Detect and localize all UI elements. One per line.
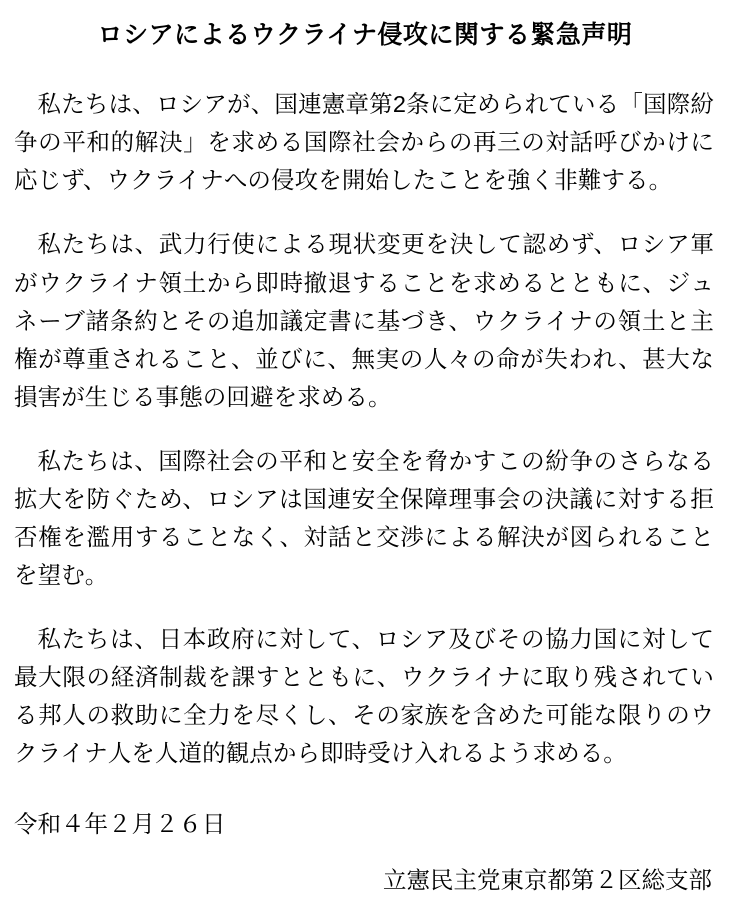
paragraph: 私たちは、ロシアが、国連憲章第2条に定められている「国際紛争の平和的解決」を求める国際社会からの再三の対話呼びかけに応じず、ウクライナへの侵攻を開始したことを強く非難する。 [14,91,714,194]
page-title: ロシアによるウクライナ侵攻に関する緊急声明 [97,21,633,49]
signature-line: 立憲民主党東京都第２区総支部 [383,866,712,893]
paragraph: 私たちは、国際社会の平和と安全を脅かすこの紛争のさらなる拡大を防ぐため、ロシアは国連安全保障理事会の決議に対する拒否権を濫用することなく、対話と交渉による解決が図られることを望む。 [14,447,714,588]
paragraph: 私たちは、日本政府に対して、ロシア及びその協力国に対して最大限の経済制裁を課すとともに、ウクライナに取り残されている邦人の救助に全力を尽くし、その家族を含めた可能な限りのウクライナ人を人道的観点から即時受け入れるよう求める。 [14,626,714,767]
date-line: 令和４年２月２６日 [14,811,226,838]
paragraph: 私たちは、武力行使による現状変更を決して認めず、ロシア軍がウクライナ領土から即時撤退することを求めるとともに、ジュネーブ諸条約とその追加議定書に基づき、ウクライナの領土と主権が尊重されること、並びに、無実の人々の命が失われ、甚大な損害が生じる事態の回避を求める。 [14,231,714,410]
statement-body [14,85,716,772]
